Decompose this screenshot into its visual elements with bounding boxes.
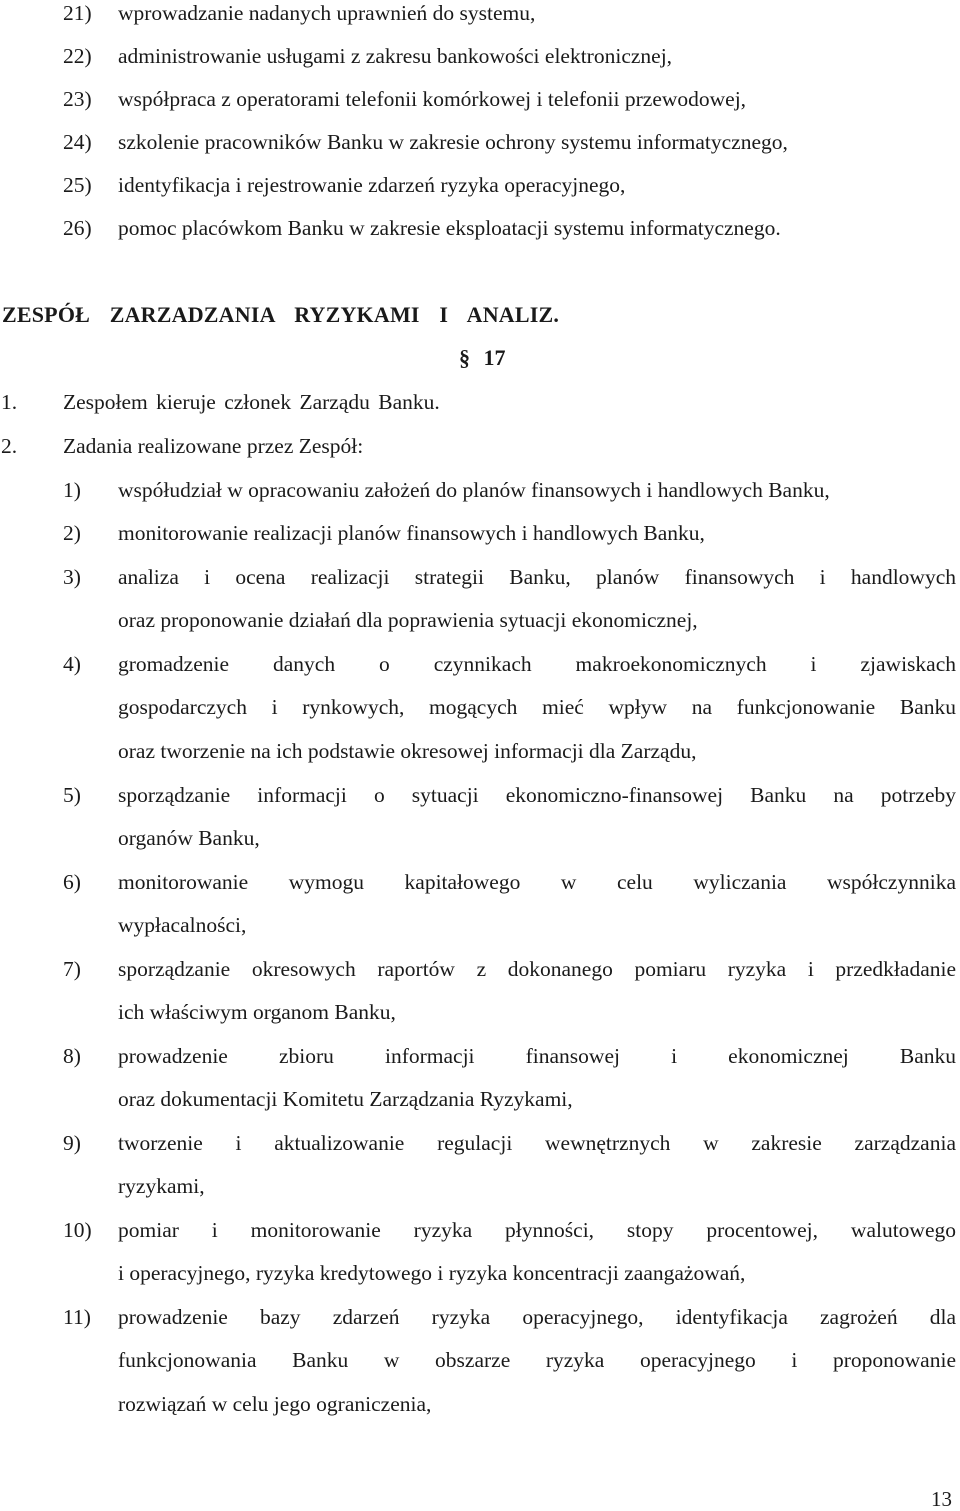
list-number: 24) bbox=[63, 130, 92, 154]
task-number: 7) bbox=[63, 957, 81, 981]
paragraph-text: Zadania realizowane przez Zespół: bbox=[63, 434, 364, 458]
task-line: monitorowanie wymogu kapitałowego w celu wyliczania współczynnika bbox=[118, 870, 956, 894]
task-number: 11) bbox=[63, 1305, 91, 1329]
task-line: ryzykami, bbox=[118, 1174, 205, 1198]
task-line: monitorowanie realizacji planów finansowych i handlowych Banku, bbox=[118, 521, 705, 545]
task-number: 10) bbox=[63, 1218, 92, 1242]
task-line: prowadzenie bazy zdarzeń ryzyka operacyjnego, identyfikacja zagrożeń dla bbox=[118, 1305, 956, 1329]
list-number: 25) bbox=[63, 173, 92, 197]
task-line: analiza i ocena realizacji strategii Banku, planów finansowych i handlowych bbox=[118, 565, 956, 589]
list-item-text: administrowanie usługami z zakresu bankowości elektronicznej, bbox=[118, 44, 673, 68]
paragraph-text: Zespołem kieruje członek Zarządu Banku. bbox=[63, 390, 440, 414]
list-item-text: pomoc placówkom Banku w zakresie eksploatacji systemu informatycznego. bbox=[118, 216, 781, 240]
task-line: wypłacalności, bbox=[118, 913, 247, 937]
page-number: 13 bbox=[931, 1487, 952, 1511]
task-line: oraz dokumentacji Komitetu Zarządzania Ryzykami, bbox=[118, 1087, 573, 1111]
task-number: 3) bbox=[63, 565, 81, 589]
paragraph-number: 1. bbox=[1, 390, 18, 414]
task-line: oraz proponowanie działań dla poprawienia sytuacji ekonomicznej, bbox=[118, 608, 698, 632]
paragraph-sign: § bbox=[459, 345, 470, 370]
task-number: 5) bbox=[63, 783, 81, 807]
task-line: funkcjonowania Banku w obszarze ryzyka operacyjnego i proponowanie bbox=[118, 1348, 956, 1372]
list-number: 22) bbox=[63, 44, 92, 68]
task-number: 8) bbox=[63, 1044, 81, 1068]
list-number: 21) bbox=[63, 1, 92, 25]
task-line: pomiar i monitorowanie ryzyka płynności, stopy procentowej, walutowego bbox=[118, 1218, 956, 1242]
task-number: 4) bbox=[63, 652, 81, 676]
section-number: 17 bbox=[483, 345, 506, 370]
task-number: 1) bbox=[63, 478, 81, 502]
list-number: 26) bbox=[63, 216, 92, 240]
task-line: organów Banku, bbox=[118, 826, 260, 850]
paragraph-number: 2. bbox=[1, 434, 18, 458]
task-line: współudział w opracowaniu założeń do planów finansowych i handlowych Banku, bbox=[118, 478, 830, 502]
list-item-text: szkolenie pracowników Banku w zakresie ochrony systemu informatycznego, bbox=[118, 130, 788, 154]
list-item-text: współpraca z operatorami telefonii komórkowej i telefonii przewodowej, bbox=[118, 87, 747, 111]
section-heading: ZESPÓŁ ZARZADZANIA RYZYKAMI I ANALIZ. bbox=[2, 302, 560, 327]
list-item-text: identyfikacja i rejestrowanie zdarzeń ryzyka operacyjnego, bbox=[118, 173, 626, 197]
task-number: 6) bbox=[63, 870, 81, 894]
list-number: 23) bbox=[63, 87, 92, 111]
section-mark bbox=[459, 345, 506, 371]
task-line: ich właściwym organom Banku, bbox=[118, 1000, 396, 1024]
task-line: oraz tworzenie na ich podstawie okresowej informacji dla Zarządu, bbox=[118, 739, 697, 763]
task-line: gospodarczych i rynkowych, mogących mieć wpływ na funkcjonowanie Banku bbox=[118, 695, 956, 719]
task-line: gromadzenie danych o czynnikach makroekonomicznych i zjawiskach bbox=[118, 652, 956, 676]
task-number: 2) bbox=[63, 521, 81, 545]
task-number: 9) bbox=[63, 1131, 81, 1155]
list-item-text: wprowadzanie nadanych uprawnień do systemu, bbox=[118, 1, 536, 25]
task-line: sporządzanie okresowych raportów z dokonanego pomiaru ryzyka i przedkładanie bbox=[118, 957, 956, 981]
task-line: i operacyjnego, ryzyka kredytowego i ryzyka koncentracji zaangażowań, bbox=[118, 1261, 746, 1285]
task-line: prowadzenie zbioru informacji finansowej i ekonomicznej Banku bbox=[118, 1044, 956, 1068]
task-line: sporządzanie informacji o sytuacji ekonomiczno-finansowej Banku na potrzeby bbox=[118, 783, 956, 807]
task-line: tworzenie i aktualizowanie regulacji wewnętrznych w zakresie zarządzania bbox=[118, 1131, 956, 1155]
task-line: rozwiązań w celu jego ograniczenia, bbox=[118, 1392, 432, 1416]
